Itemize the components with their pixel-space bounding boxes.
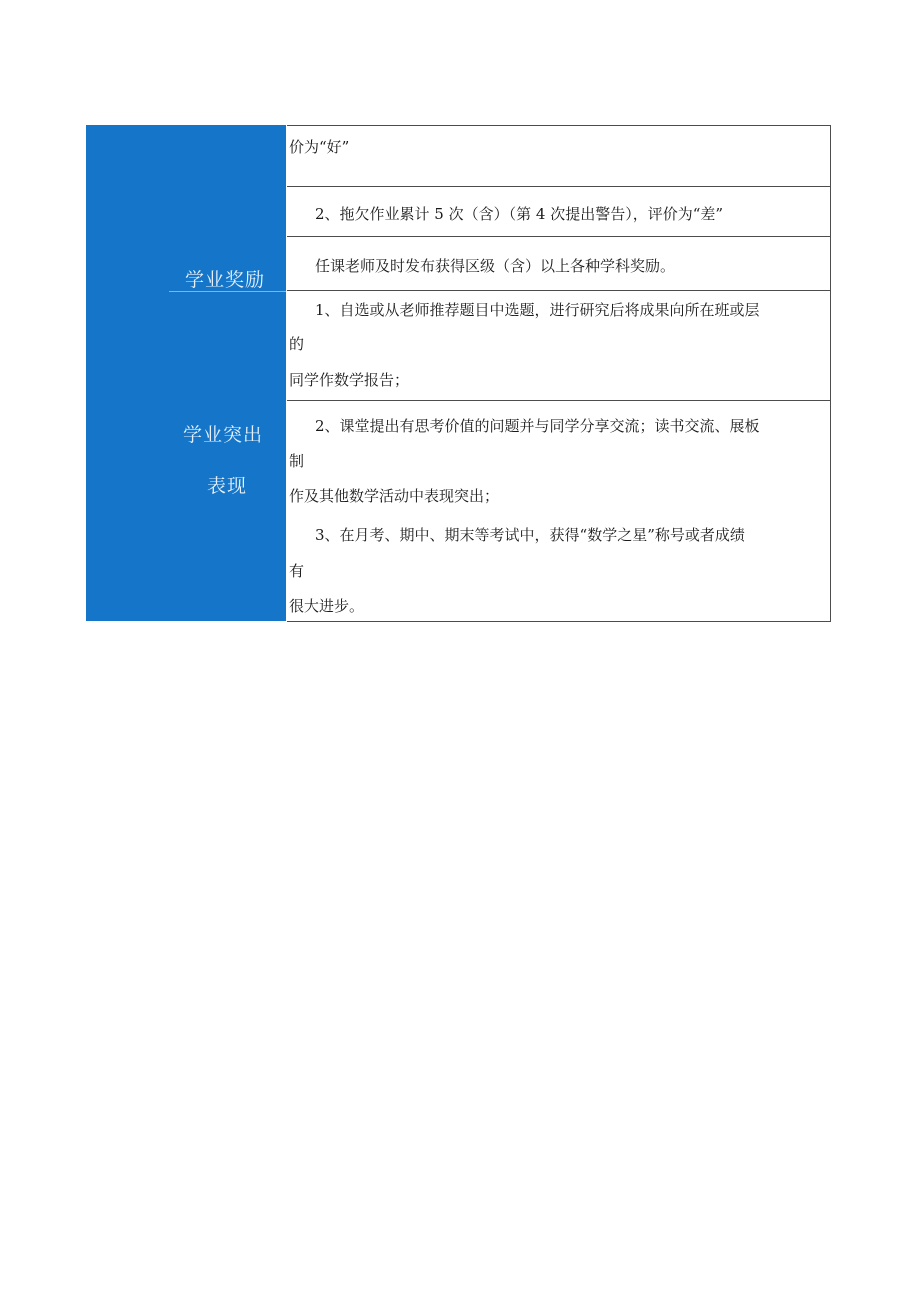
criteria-text: 3、在月考、期中、期末等考试中，获得“数学之星”称号或者成绩 xyxy=(315,526,745,544)
category-label-academic-outstanding-cont: 表现 xyxy=(207,475,248,497)
criteria-row-good xyxy=(287,126,830,187)
criteria-row-activities xyxy=(287,401,830,621)
category-label-academic-outstanding: 学业突出 xyxy=(183,424,264,446)
criteria-text: 价为“好” xyxy=(289,138,350,156)
criteria-text: 的 xyxy=(289,335,305,353)
criteria-column xyxy=(287,125,831,622)
criteria-text: 2、拖欠作业累计 5 次（含）（第 4 次提出警告），评价为“差” xyxy=(315,205,724,223)
criteria-text: 2、课堂提出有思考价值的问题并与同学分享交流；读书交流、展板 xyxy=(315,417,760,435)
criteria-row-report xyxy=(287,291,830,401)
criteria-text: 有 xyxy=(289,562,305,580)
criteria-text: 作及其他数学活动中表现突出； xyxy=(289,487,500,505)
category-label-column xyxy=(86,125,286,621)
criteria-text: 任课老师及时发布获得区级（含）以上各种学科奖励。 xyxy=(315,257,676,275)
criteria-row-poor xyxy=(287,187,830,237)
criteria-text: 制 xyxy=(289,452,305,470)
criteria-text: 很大进步。 xyxy=(289,597,365,615)
criteria-text: 同学作数学报告； xyxy=(289,371,410,389)
criteria-text: 1、自选或从老师推荐题目中选题，进行研究后将成果向所在班或层 xyxy=(315,301,760,319)
category-label-academic-reward: 学业奖励 xyxy=(185,269,266,291)
evaluation-table xyxy=(86,125,831,621)
criteria-row-reward xyxy=(287,237,830,291)
